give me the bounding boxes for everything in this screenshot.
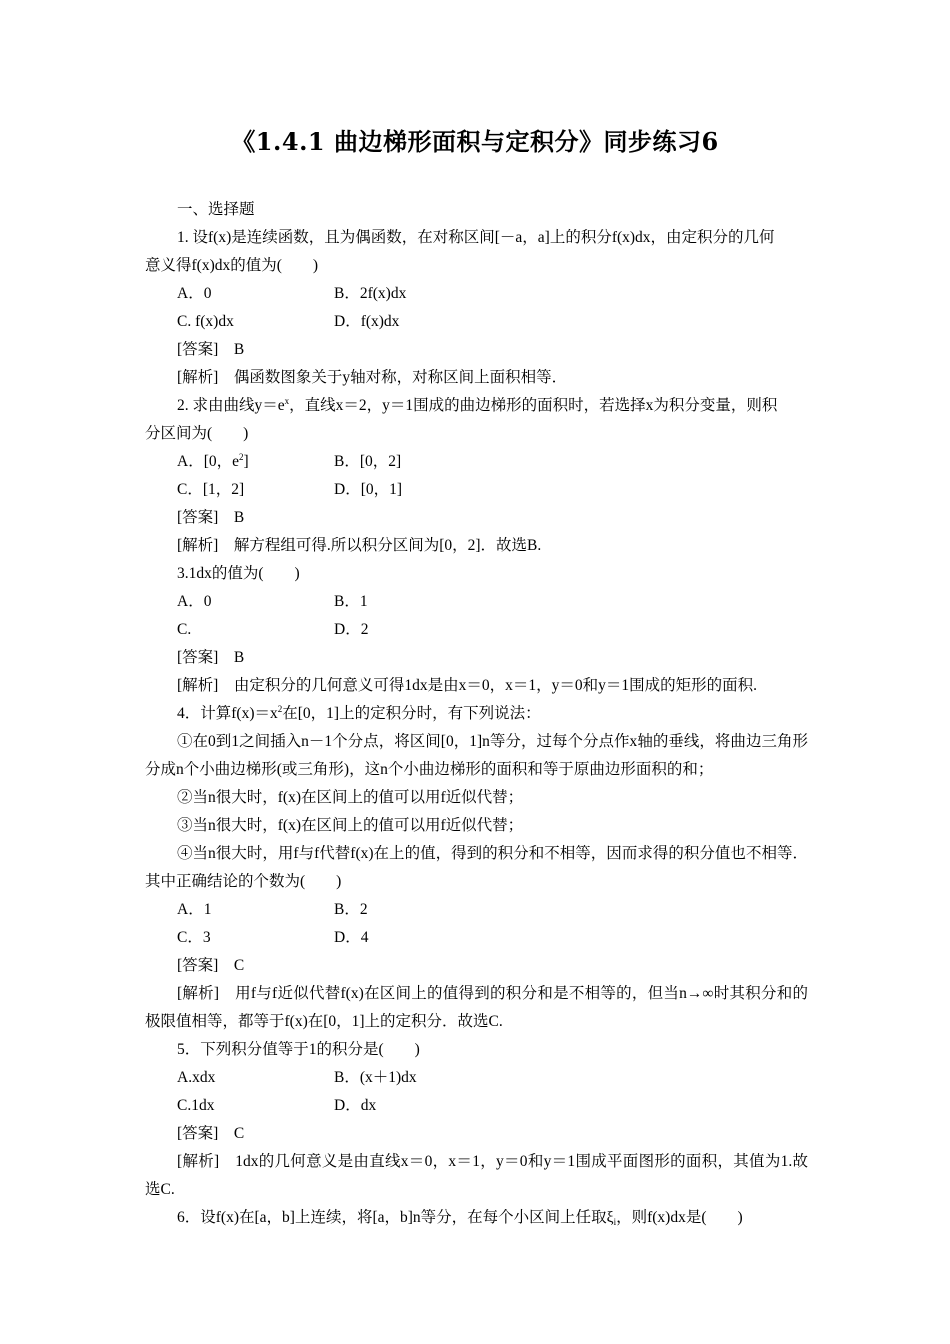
question-1-option-a: A．0 [177, 285, 212, 302]
question-1-line-2: 意义得f(x)dx的值为( ) [145, 257, 319, 274]
question-2-answer: [答案] B [177, 509, 245, 526]
question-4-answer: [答案] C [177, 957, 245, 974]
question-1-option-b: B．2f(x)dx [334, 285, 407, 302]
question-1-analysis: [解析] 偶函数图象关于y轴对称，对称区间上面积相等． [177, 369, 568, 386]
question-6-subscript: i [613, 1217, 617, 1227]
document-body [145, 196, 808, 1232]
question-2-line-1-part-b: ，直线x＝2，y＝1围成的曲边梯形的面积时，若选择x为积分变量，则积 [289, 397, 778, 414]
question-4-statement-4: ④当n很大时，用f与f代替f(x)在上的值，得到的积分和不相等，因而求得的积分值也不相等．其中正确结论的个数为( ) [145, 845, 808, 890]
question-3-option-b: B．1 [334, 593, 368, 610]
question-5-option-b: B．(x＋1)dx [334, 1069, 417, 1086]
question-5-analysis: [解析] 1dx的几何意义是由直线x＝0，x＝1，y＝0和y＝1围成平面图形的面积，其值为1.故选C. [145, 1153, 808, 1198]
question-1-answer: [答案] B [177, 341, 245, 358]
question-5-line-1: 5．下列积分值等于1的积分是( ) [177, 1041, 420, 1058]
question-3-options-row-2 [145, 616, 808, 644]
question-4-statement-1: ①在0到1之间插入n－1个分点，将区间[0，1]n等分，过每个分点作x轴的垂线，将曲边三角形分成n个小曲边梯形(或三角形)，这n个小曲边梯形的面积和等于原曲边形面积的和； [145, 733, 808, 778]
section-heading: 一、选择题 [177, 201, 255, 218]
question-5-answer: [答案] C [177, 1125, 245, 1142]
question-3-analysis: [解析] 由定积分的几何意义可得1dx是由x＝0，x＝1，y＝0和y＝1围成的矩形的面积. [177, 677, 757, 694]
question-4-line-1 [145, 700, 808, 728]
question-4-option-a: A．1 [177, 901, 212, 918]
question-2-option-b: B．[0，2] [334, 453, 402, 470]
page-title: 《1.4.1 曲边梯形面积与定积分》同步练习6 [231, 127, 719, 156]
question-4-option-c: C．3 [177, 929, 211, 946]
question-2-option-a-text: A．[0，e [177, 453, 239, 470]
question-6-line-1-part-b: ，则f(x)dx是( ) [616, 1209, 743, 1226]
question-2-line-1-part-a: 2. 求由曲线y＝e [177, 397, 285, 414]
question-3-answer: [答案] B [177, 649, 245, 666]
question-2-options-row-2 [145, 476, 808, 504]
question-6-line-1 [145, 1204, 808, 1232]
question-2-line-2: 分区间为( ) [145, 425, 249, 442]
question-1-options-row-2 [145, 308, 808, 336]
question-5-option-c: C.1dx [177, 1097, 215, 1114]
question-4-exponent: 2 [277, 704, 283, 714]
question-5-option-a: A.xdx [177, 1069, 216, 1086]
question-1-option-c: C. f(x)dx [177, 313, 234, 330]
question-2-option-c: C．[1，2] [177, 481, 245, 498]
question-3-option-d: D．2 [334, 621, 369, 638]
question-2-analysis: [解析] 解方程组可得.所以积分区间为[0，2]．故选B. [177, 537, 542, 554]
question-4-option-b: B．2 [334, 901, 368, 918]
question-4-statement-3: ③当n很大时，f(x)在区间上的值可以用f近似代替； [177, 817, 524, 834]
question-1-options-row-1 [145, 280, 808, 308]
question-2-option-d: D．[0，1] [334, 481, 403, 498]
question-4-line-1-part-a: 4．计算f(x)＝x [177, 705, 278, 722]
question-2-option-a-end: ] [243, 453, 249, 470]
question-4-option-d: D．4 [334, 929, 369, 946]
question-4-line-1-part-b: 在[0，1]上的定积分时，有下列说法： [282, 705, 541, 722]
question-5-options-row-1 [145, 1064, 808, 1092]
question-5-option-d: D．dx [334, 1097, 377, 1114]
question-6-line-1-part-a: 6．设f(x)在[a，b]上连续，将[a，b]n等分，在每个小区间上任取ξ [177, 1209, 614, 1226]
question-2-option-a-exponent: 2 [239, 452, 244, 462]
question-4-analysis: [解析] 用f与f近似代替f(x)在区间上的值得到的积分和是不相等的，但当n→∞时其积分和的极限值相等，都等于f(x)在[0，1]上的定积分．故选C. [145, 985, 808, 1030]
question-1-line-1: 1. 设f(x)是连续函数，且为偶函数，在对称区间[－a，a]上的积分f(x)dx，由定积分的几何 [177, 229, 775, 246]
question-3-option-c: C. [177, 621, 192, 638]
question-4-options-row-2 [145, 924, 808, 952]
question-2-option-a [177, 448, 334, 476]
question-5-options-row-2 [145, 1092, 808, 1120]
question-4-statement-2: ②当n很大时，f(x)在区间上的值可以用f近似代替； [177, 789, 524, 806]
question-3-option-a: A．0 [177, 593, 212, 610]
question-1-option-d: D．f(x)dx [334, 313, 400, 330]
question-3-options-row-1 [145, 588, 808, 616]
question-2-line-1 [145, 392, 808, 420]
question-2-options-row-1 [145, 448, 808, 476]
question-2-exponent: x [284, 396, 290, 406]
question-4-options-row-1 [145, 896, 808, 924]
question-3-line-1: 3.1dx的值为( ) [177, 565, 300, 582]
